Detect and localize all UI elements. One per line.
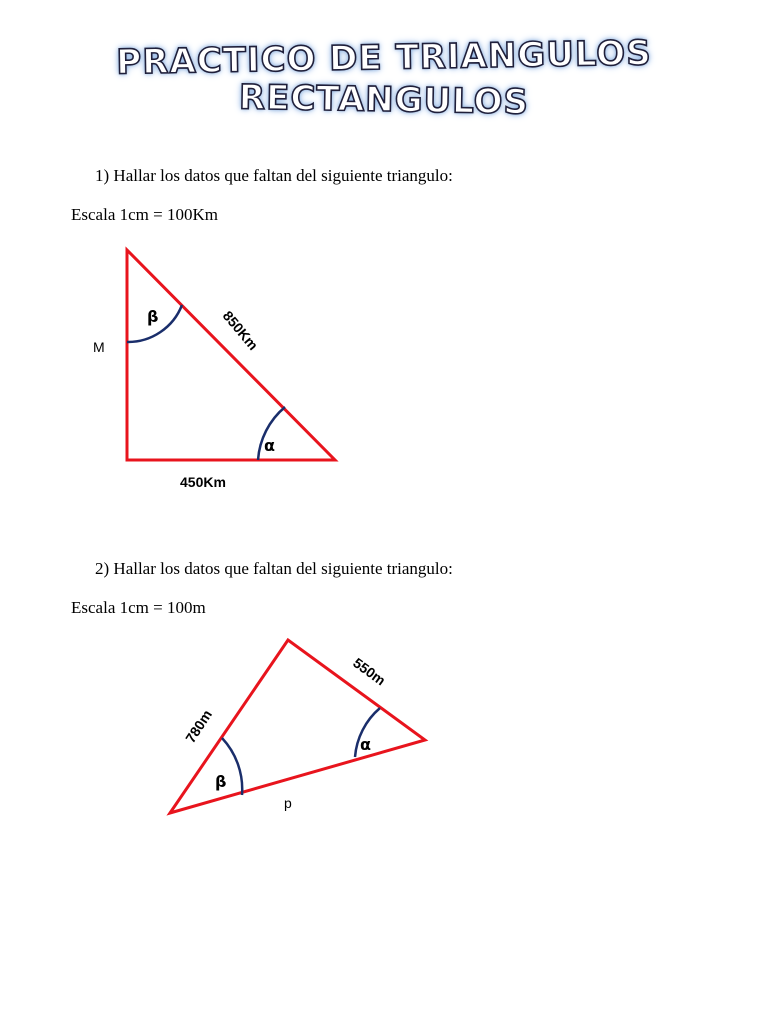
triangle-2-figure	[170, 640, 425, 813]
triangle-2-angle-alpha-label: α	[360, 735, 371, 754]
triangle-1-angle-alpha-label: α	[264, 436, 275, 455]
triangle-2-right-side-label: 550m	[350, 654, 389, 689]
triangle-1-hypotenuse-label: 850Km	[219, 307, 262, 354]
triangle-2-base-label: p	[284, 795, 292, 811]
exercise-1-scale: Escala 1cm = 100Km	[71, 205, 218, 224]
triangle-1-figure	[93, 250, 335, 490]
triangle-1-angle-beta-label: β	[147, 307, 159, 326]
exercise-2-scale: Escala 1cm = 100m	[71, 598, 206, 617]
triangle-2-angle-beta-label: β	[215, 772, 227, 791]
exercise-2-statement: 2) Hallar los datos que faltan del siguiente triangulo:	[95, 559, 453, 578]
triangle-1-base-label: 450Km	[180, 474, 226, 490]
page-title-line-1: PRACTICO DE TRIANGULOS	[116, 33, 652, 83]
triangle-1-outline	[127, 250, 335, 460]
triangle-1-side-label: M	[93, 339, 105, 355]
triangle-2-outline	[170, 640, 425, 813]
exercise-1-statement: 1) Hallar los datos que faltan del siguiente triangulo:	[95, 166, 453, 185]
page-title-line-2: RECTANGULOS	[238, 77, 530, 123]
triangle-2-left-side-label: 780m	[182, 706, 216, 746]
